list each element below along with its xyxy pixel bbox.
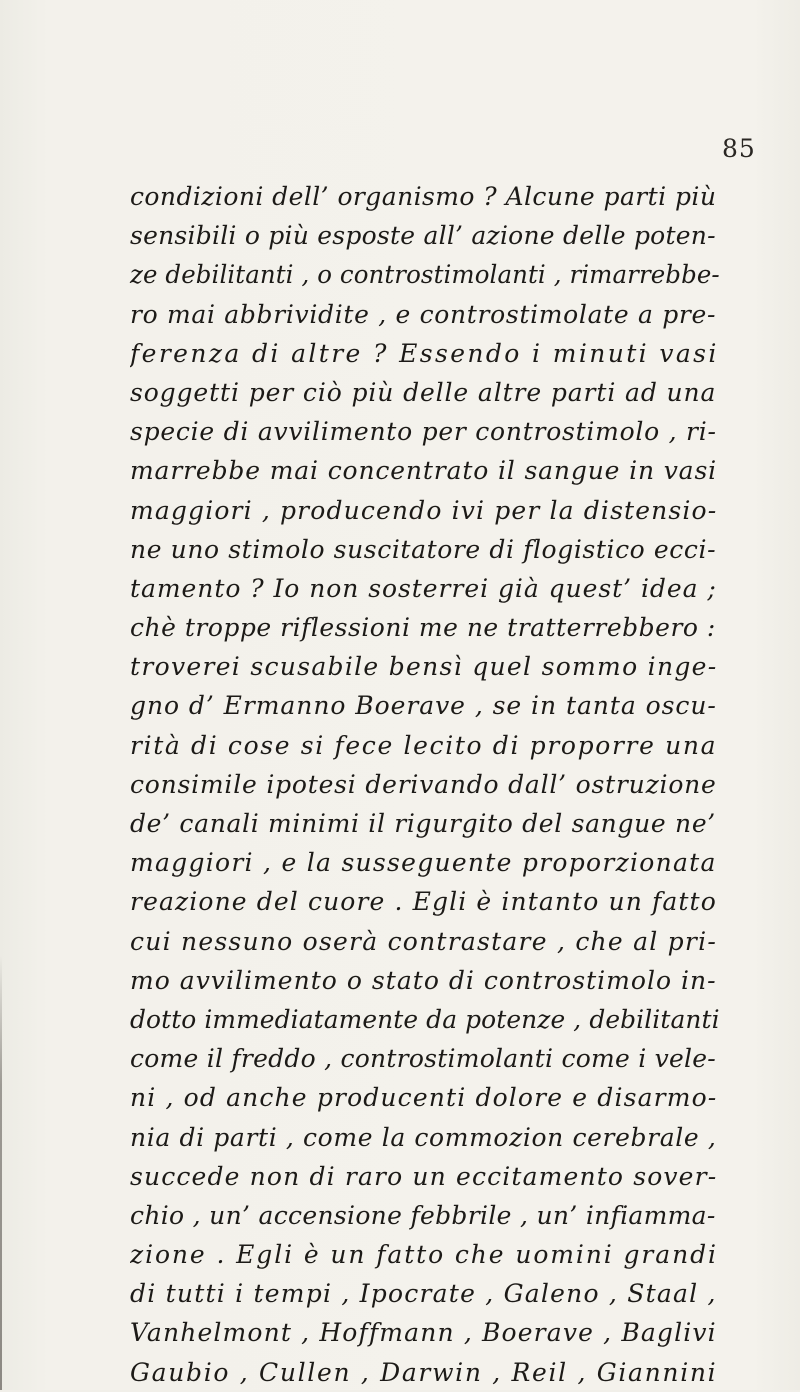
text-line: consimile ipotesi derivando dall’ ostruzione	[130, 769, 717, 799]
text-line: specie di avvilimento per controstimolo , ri-	[130, 417, 717, 447]
text-line: ze debilitanti , o controstimolanti , rimarrebbe-	[130, 260, 720, 290]
text-line: sensibili o più esposte all’ azione delle poten-	[130, 221, 716, 251]
text-line: Gaubio , Cullen , Darwin , Reil , Giannini	[130, 1357, 718, 1387]
text-line: gno d’ Ermanno Boerave , se in tanta oscu-	[130, 691, 717, 721]
text-line: di tutti i tempi , Ipocrate , Galeno , Staal ,	[130, 1279, 717, 1309]
text-line: reazione del cuore . Egli è intanto un fatto	[130, 887, 717, 917]
text-line: ni , od anche producenti dolore e disarmo-	[130, 1083, 718, 1113]
page-edge-shadow	[0, 955, 2, 1390]
text-line: zione . Egli è un fatto che uomini grandi	[130, 1240, 718, 1270]
text-line: chè troppe riflessioni me ne tratterrebbero :	[130, 613, 716, 643]
text-line: soggetti per ciò più delle altre parti ad una	[130, 377, 717, 407]
text-line: mo avvilimento o stato di controstimolo in-	[130, 965, 717, 995]
text-line: maggiori , e la susseguente proporzionata	[130, 848, 717, 878]
text-line: dotto immediatamente da potenze , debilitanti	[130, 1004, 720, 1034]
text-line: nia di parti , come la commozion cerebrale ,	[130, 1122, 717, 1152]
text-line: troverei scusabile bensì quel sommo inge-	[130, 652, 718, 682]
text-line: tamento ? Io non sosterrei già quest’ idea ;	[130, 573, 717, 603]
text-line: cui nessuno oserà contrastare , che al pri-	[130, 926, 718, 956]
text-line: condizioni dell’ organismo ? Alcune parti più	[130, 182, 717, 211]
text-line: ferenza di altre ? Essendo i minuti vasi	[130, 338, 719, 368]
text-line: maggiori , producendo ivi per la distensio-	[130, 495, 718, 525]
text-line: Vanhelmont , Hoffmann , Boerave , Baglivi	[130, 1318, 717, 1348]
text-line: chio , un’ accensione febbrile , un’ infiamma-	[130, 1200, 716, 1230]
text-line: succede non di raro un eccitamento sover-	[130, 1161, 718, 1191]
text-line: ne uno stimolo suscitatore di flogistico ecci-	[130, 534, 717, 564]
text-line: rità di cose si fece lecito di proporre una	[130, 730, 718, 760]
text-line: come il freddo , controstimolanti come i vele-	[130, 1044, 716, 1074]
text-line: ro mai abbrividite , e controstimolate a pre-	[130, 299, 717, 329]
body-text	[130, 177, 720, 1392]
text-line: marrebbe mai concentrato il sangue in vasi	[130, 456, 717, 486]
text-line: de’ canali minimi il rigurgito del sangue ne’	[130, 809, 716, 838]
page-number: 85	[722, 134, 756, 163]
